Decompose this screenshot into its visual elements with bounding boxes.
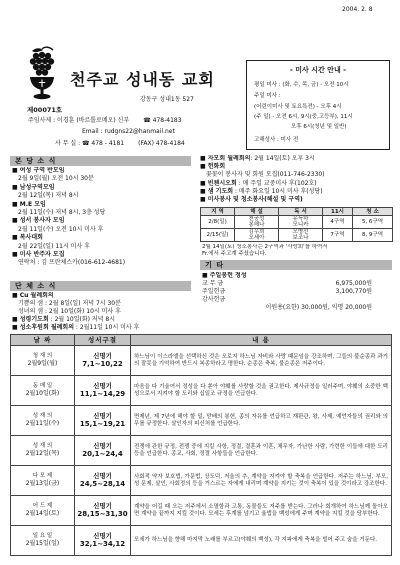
spring-prayer-detail: : 매주 화요일 10시 미사 후(성당) — [233, 187, 323, 195]
parish-news-list — [12, 167, 192, 268]
verse-cell — [75, 346, 131, 376]
table-row — [11, 406, 392, 436]
reading-summary: 하느님이 이스라엘을 선택하신 것은 오로지 하느님 자비와 사랑 때문임을 강조하며, 그들의 불순종과 과거의 잘못을 기억하여 반드시 복종하라고 명한다. 순종은 축복, 불순종은 저주이다. — [134, 353, 388, 367]
verse-cell — [75, 466, 131, 496]
offering-row — [202, 280, 372, 288]
news-item-detail: 연락처 : 김 프란체스카(016-612-4681) — [18, 259, 126, 267]
table-row — [11, 346, 392, 376]
day-label: 일 요 일 — [32, 533, 53, 539]
day-label: 동 매 일 — [32, 383, 53, 389]
other-header: 기 타 — [200, 260, 392, 270]
bible-verses: 7,1~10,22 — [82, 360, 123, 368]
date-cell — [11, 526, 75, 556]
page-title: 천주교 성내동 교회 — [70, 70, 215, 89]
service-note — [202, 244, 392, 258]
mothers-meeting-detail: : 2월 14일(토) 오후 3시 — [250, 155, 315, 162]
office-fax: (FAX) 478-4184 — [138, 140, 185, 147]
table-row — [201, 216, 393, 229]
day-date: 2월11일(수) — [25, 420, 60, 427]
email-address: Email : rudgns22@hanmail.net — [82, 128, 175, 135]
day-label: 성 재 의 — [32, 443, 53, 449]
date-cell — [11, 496, 75, 526]
news-item-title: ■ 남성구역모임 — [12, 183, 55, 191]
bible-book: 신명기 — [93, 442, 112, 450]
content-cell — [131, 346, 392, 376]
service-note-line: 2월 14일(토) 청소봉사는 2구역과 '사랑회'를 하여서 — [202, 244, 328, 250]
day-label: 청 재 의 — [32, 353, 53, 359]
news-item-detail: 2월 9일(월) 오전 10시 30분 — [18, 175, 94, 183]
news-item-title: ■ 여성 구역 반모임 — [12, 167, 65, 174]
offering-row — [202, 288, 372, 296]
prayer-meeting — [12, 316, 192, 324]
mothers-meeting — [200, 155, 392, 163]
bible-verses: 11,1~14,29 — [79, 390, 126, 398]
table-row — [11, 496, 392, 526]
bible-book: 신명기 — [93, 382, 112, 390]
reading-summary: 사회적 약자 보호법, 가문법, 상도덕, 저울의 추, 계약을 지켜야 할 축복을 언급한다. 저주는 하느님, 부모, 성 문제, 살인, 사회정의 등을 거스르는 자에게 내리며 계약을 지키는 것이 축복이 있을 것이라고 강조한다. — [134, 473, 388, 487]
offering-label: 교 무 금 — [202, 280, 224, 287]
news-item-title: ■ M.E 모임 — [12, 200, 46, 208]
day-label: 어 드 제 — [32, 503, 53, 509]
prayer-meeting-detail: : 2월 10일(화) 저녁 8시 — [48, 316, 116, 323]
table-header-cell: 11시 — [323, 208, 353, 216]
offering-title: ■ 주일봉헌 정성 — [202, 272, 247, 279]
table-header-cell: 청 소 — [353, 208, 393, 216]
date-cell — [11, 406, 75, 436]
pastor-name: 주임사제 : 이경훈 (바르톨로메오) 신부 — [28, 117, 130, 124]
service-schedule-table — [200, 207, 393, 242]
sunday-mass: (주 일) - 오전 6시, 9시(중,고등부), 11시 — [254, 114, 353, 120]
reading-plan-table — [10, 334, 392, 556]
flower-group-detail: 꽃꽂이 봉사자 및 회원 모집(011-746-2330) — [206, 171, 325, 179]
bible-book: 신명기 — [93, 532, 112, 540]
table-header-row — [11, 335, 392, 346]
verse-cell — [75, 496, 131, 526]
sunday-mass-label: 주일 미사 : — [254, 93, 281, 99]
date-column-header: 날 짜 — [11, 335, 75, 346]
vincent-group — [200, 180, 392, 188]
pastor-line — [28, 117, 182, 125]
table-cell: 천궁성 봉해나 — [235, 216, 279, 229]
news-item-title: ■ 성서 봉사자 모임 — [12, 217, 65, 225]
day-label: 다 모 제 — [32, 473, 53, 479]
table-row — [201, 229, 393, 242]
day-date: 2월9일(월) — [27, 360, 58, 367]
mass-times-title: - 미사 시간 안내 - — [289, 66, 347, 74]
bible-verses: 15,1~19,21 — [79, 420, 126, 428]
date-cell — [11, 466, 75, 496]
day-date: 2월13일(금) — [25, 480, 60, 487]
vincent-group-title: ■ 빈첸시오회 — [200, 179, 237, 187]
table-header-cell: 지 역 — [201, 208, 235, 216]
verse-cell — [75, 406, 131, 436]
table-cell: 김우희 오세아 — [235, 229, 279, 242]
sunday-evening-mass: 오후 6시(청년 및 일반) — [291, 124, 347, 130]
news-item-detail: 2월 12일(목) 저녁 8시 — [18, 192, 79, 200]
offering-amount: 3,100,770원 — [335, 288, 372, 295]
content-cell — [131, 496, 392, 526]
table-cell: 오병선 보조나 — [279, 229, 323, 242]
curia-meeting-line: 기쁨의 샘 : 2월 8일(일) 저녁 7시 30분 — [18, 300, 121, 307]
table-header-cell: 독 서 — [279, 208, 323, 216]
table-cell: 유득하 모니카 — [279, 216, 323, 229]
vocation-meeting-detail: : 2월11일 10시 미사 후 — [74, 324, 140, 331]
office-line — [55, 140, 185, 148]
content-cell — [131, 526, 392, 556]
news-item-title: ■ 미사 반주자 모집 — [12, 250, 65, 258]
verse-cell — [75, 376, 131, 406]
verse-cell — [75, 526, 131, 556]
parish-news-header: 본 당 소 식 — [10, 156, 191, 166]
bible-book: 신명기 — [93, 412, 112, 420]
reading-summary: 모세가 하느님을 향해 마지막 노래를 부르고(야훼의 백성), 각 지파에게 축복을 빌어 주고 숨을 거둔다. — [134, 537, 378, 544]
day-date: 2월15일(일) — [25, 540, 60, 547]
verse-column-header: 성서구절 — [75, 335, 131, 346]
offering-section — [202, 272, 372, 312]
date-cell — [11, 436, 75, 466]
saturday-mass: (어린이미사 및 토요특전) - 오후 4시 — [254, 104, 342, 110]
thanks-offering-detail: 이원용(요한) 30,000원, 익명 20,000원 — [265, 304, 372, 311]
reading-summary: 마음을 다 기울여서 정성을 다 쏟아 야훼를 사랑할 것을 권고한다. 제사규정을 일러주며, 야훼의 소중한 백성으로서 지켜야 할 도리와 십일조 규정을 언급한다. — [134, 383, 388, 397]
mass-times-box — [246, 60, 390, 150]
day-label: 성 재 의 — [32, 413, 53, 419]
confession-time: 고해성사 : 미사 전 — [254, 137, 299, 143]
parish-emblem-icon — [26, 46, 58, 100]
curia-meeting-line: 성녀의 샘 : 2월 10일(화) 10시 미사 후 — [18, 308, 121, 315]
bible-verses: 32,1~34,12 — [79, 540, 126, 548]
reading-summary: 면제년, 제 7년에 해야 할 일, 맏배의 봉헌, 종의 자유를 언급하고 재판관, 왕, 사제, 예언자들의 권리와 의무를 규정한다. 살인자의 피신처를 언급한다. — [134, 413, 388, 427]
bible-book: 신명기 — [93, 502, 112, 510]
table-cell: 2/15(일) — [201, 229, 235, 242]
offering-amount: 6,975,000원 — [335, 280, 372, 287]
news-item-detail: 2월 11일(수) 저녁 8시, 3층 성당 — [18, 208, 106, 216]
bible-book: 신명기 — [93, 472, 112, 480]
day-date: 2월10일(화) — [25, 390, 60, 397]
weekday-mass: 평일 미사 : (화, 수, 목, 금) - 오전 10시 — [254, 82, 349, 88]
table-header-cell: 해 설 — [235, 208, 279, 216]
news-item-title: ■ 복사대회 — [12, 234, 43, 242]
flower-group-title: ■ 헌화회 — [200, 163, 226, 171]
right-news-list — [200, 155, 392, 204]
day-date: 2월14일(토) — [25, 510, 60, 517]
table-row — [11, 526, 392, 556]
content-cell — [131, 406, 392, 436]
vocation-meeting — [12, 324, 192, 332]
group-news-list — [12, 292, 192, 332]
table-cell: 5, 6구역 — [353, 216, 393, 229]
table-cell: 8, 9구역 — [353, 229, 393, 242]
office-phone: 사 무 실 : ☎ 478 - 4181 — [55, 140, 125, 147]
issue-date: 2004. 2. 8 — [342, 6, 373, 13]
table-cell: 7구역 — [323, 229, 353, 242]
parish-address: 강동구 성내1동 527 — [140, 96, 194, 103]
table-row — [11, 436, 392, 466]
table-cell: 4구역 — [323, 216, 353, 229]
spring-prayer-title: ■ 샘 기도회 — [200, 187, 234, 195]
bible-verses: 20,1~24,4 — [82, 450, 123, 458]
bible-verses: 28,15~31,30 — [77, 510, 128, 518]
table-header-row — [201, 208, 393, 216]
content-cell — [131, 466, 392, 496]
bible-book: 신명기 — [93, 352, 112, 360]
bible-verses: 24,5~28,14 — [79, 480, 126, 488]
table-cell: 2/8(일) — [201, 216, 235, 229]
vocation-meeting-title: ■ 성소후원회 월례회의 — [12, 324, 75, 331]
content-cell — [131, 436, 392, 466]
news-item-detail: 2월 11일(수) 오전 10시 미사 후 — [18, 225, 104, 233]
offering-label: 주일헌금 — [202, 288, 226, 295]
verse-cell — [75, 436, 131, 466]
table-row — [11, 466, 392, 496]
date-cell — [11, 346, 75, 376]
curia-meeting-title: ■ Cu 월례회의 — [12, 292, 54, 299]
service-schedule-title: ■ 미사봉사 및 청소봉사(해설 및 구역) — [200, 195, 303, 203]
reading-summary: 계약을 어길 때 오는 저주에서 소멸함과 고통, 동물들도 저주를 받는다. 그러나 회개하여 하느님께 돌아오면 계약을 끝까지 지킬 것이다. 모세는 후계를 넘기고 율법을 백성에게 주며 계약을 지킬 것을 당부한다. — [134, 503, 388, 517]
day-date: 2월12일(목) — [25, 450, 60, 457]
mothers-meeting-title: ■ 자모회 월례회의 — [200, 155, 251, 162]
prayer-meeting-title: ■ 성령기도회 — [12, 316, 49, 323]
date-cell — [11, 376, 75, 406]
content-cell — [131, 376, 392, 406]
content-column-header: 내 용 — [131, 335, 392, 346]
group-news-header: 단 체 소 식 — [10, 281, 191, 291]
pastor-phone: ☎ 478-4183 — [143, 117, 182, 124]
news-item-detail: 2월 22일(일) 11시 미사 후 — [18, 242, 90, 250]
thanks-offering-label: 감사헌금 — [202, 296, 226, 303]
reading-summary: 전쟁에 관한 규정, 전쟁 중에 지킬 사항, 정결, 결혼과 이혼, 채무자, 가난한 사람, 가련한 이들에 대한 도리 등을 언급한다. 종교, 사회, 정결 사항들을 언급한다. — [134, 443, 388, 457]
vincent-group-detail: : 매 주일 교중미사 후(102호) — [236, 179, 317, 187]
service-note-line: Fr.에서 주고계 주셨습니다. — [202, 251, 267, 257]
spring-prayer-group — [200, 188, 392, 196]
table-row — [11, 376, 392, 406]
issue-number: 제00071호 — [27, 106, 63, 114]
